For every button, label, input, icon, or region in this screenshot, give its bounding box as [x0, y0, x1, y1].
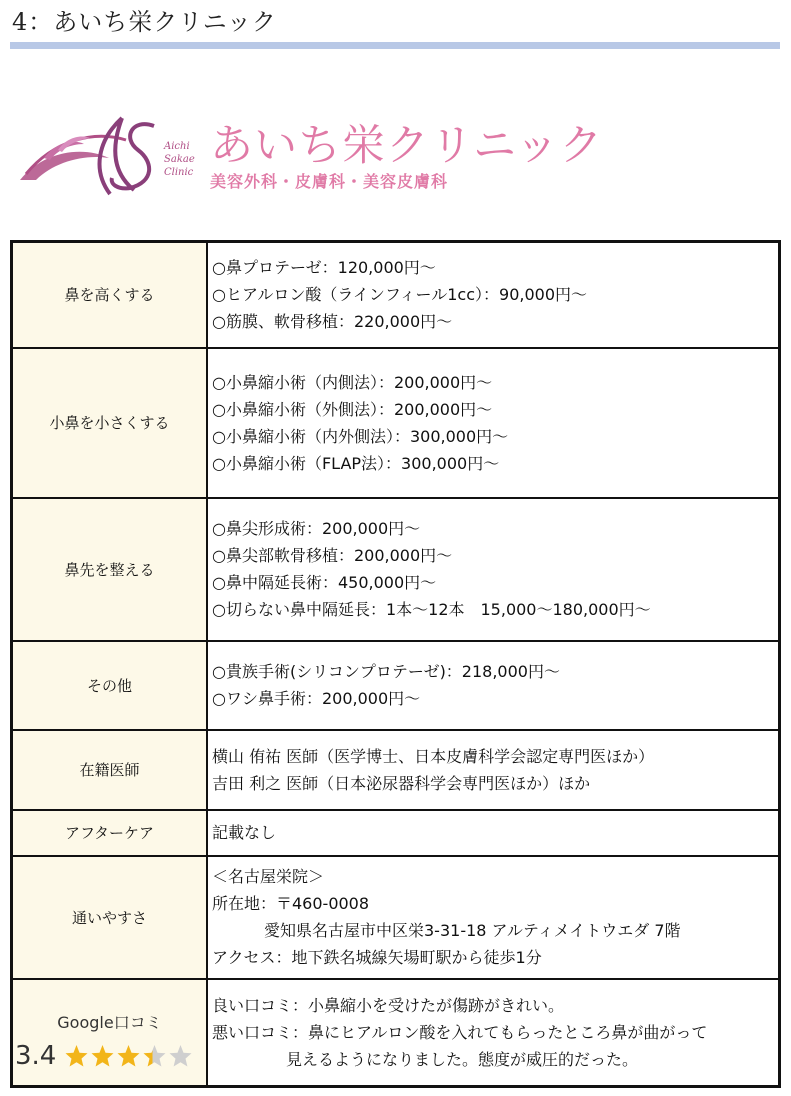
aftercare-text: 記載なし: [212, 823, 277, 842]
branch-name: ＜名古屋栄院＞: [212, 867, 325, 886]
access-info: アクセス：地下鉄名城線矢場町駅から徒歩1分: [212, 948, 542, 967]
google-reviews-label: Google口コミ: [57, 1012, 162, 1032]
rating-value: 3.4: [15, 1040, 57, 1071]
star-icon: [168, 1044, 193, 1068]
table-row: [12, 979, 780, 1087]
row-content: [207, 730, 780, 810]
list-item: ○小鼻縮小術（FLAP法）：300,000円～: [212, 453, 500, 473]
doctor-entry: 吉田 利之 医師（日本泌尿器科学会専門医ほか）ほか: [212, 773, 591, 793]
page-heading: 4：あいち栄クリニック: [12, 8, 277, 36]
row-label: 在籍医師: [12, 730, 208, 810]
row-content: [207, 810, 780, 856]
postal-code: 所在地：〒460-0008: [212, 894, 370, 913]
star-icon: [116, 1044, 141, 1068]
logo-latin-clinic: Clinic: [164, 167, 194, 178]
list-item: ○ヒアルロン酸（ラインフィール1cc）：90,000円～: [212, 285, 587, 305]
doctor-entry: 横山 侑祐 医師（医学博士、日本皮膚科学会認定専門医ほか）: [212, 746, 655, 766]
bad-review: 悪い口コミ：鼻にヒアルロン酸を入れてもらったところ鼻が曲がって: [212, 1022, 708, 1042]
table-row: [12, 810, 780, 856]
star-icon: [142, 1044, 167, 1068]
row-label: 鼻先を整える: [12, 498, 208, 641]
star-icon: [90, 1044, 115, 1068]
star-icon: [64, 1044, 89, 1068]
clinic-info-table: [10, 240, 781, 1088]
list-item: ○筋膜、軟骨移植：220,000円～: [212, 312, 453, 332]
row-label: アフターケア: [12, 810, 208, 856]
row-content: [207, 242, 780, 348]
bad-review-continued: 見えるようになりました。態度が威圧的だった。: [286, 1049, 639, 1069]
logo-latin-text: [164, 140, 195, 179]
list-item: ○ワシ鼻手術：200,000円～: [212, 689, 421, 708]
row-label: 通いやすさ: [12, 856, 208, 979]
list-item: ○小鼻縮小術（外側法）：200,000円～: [212, 399, 493, 419]
row-label: 鼻を高くする: [12, 242, 208, 348]
rating-stars: [64, 1044, 193, 1068]
logo-latin-aichi: Aichi: [164, 141, 190, 152]
logo-latin-sakae: Sakae: [164, 154, 195, 165]
list-item: ○鼻プロテーゼ：120,000円～: [212, 258, 436, 278]
row-label: その他: [12, 641, 208, 730]
table-row: [12, 856, 780, 979]
google-reviews-cell: [12, 979, 208, 1087]
table-row: [12, 498, 780, 641]
address: 愛知県名古屋市中区栄3-31-18 アルティメイトウエダ 7階: [264, 921, 681, 940]
google-rating: [13, 1041, 206, 1071]
row-content: [207, 856, 780, 979]
table-row: [12, 242, 780, 348]
row-label: 小鼻を小さくする: [12, 348, 208, 498]
table-row: [12, 348, 780, 498]
list-item: ○小鼻縮小術（内外側法）：300,000円～: [212, 426, 509, 446]
row-content: [207, 348, 780, 498]
row-content: [207, 979, 780, 1087]
table-row: [12, 641, 780, 730]
row-content: [207, 641, 780, 730]
good-review: 良い口コミ：小鼻縮小を受けたが傷跡がきれい。: [212, 995, 565, 1015]
list-item: ○小鼻縮小術（内側法）：200,000円～: [212, 372, 493, 392]
row-content: [207, 498, 780, 641]
logo-clinic-name: あいち栄クリニック: [210, 121, 604, 171]
list-item: ○貴族手術(シリコンプロテーゼ)：218,000円～: [212, 662, 560, 681]
heading-underline: [10, 42, 780, 49]
list-item: ○鼻尖部軟骨移植：200,000円～: [212, 546, 453, 565]
clinic-logo: [14, 110, 674, 202]
list-item: ○鼻尖形成術：200,000円～: [212, 519, 421, 538]
table-row: [12, 730, 780, 810]
list-item: ○切らない鼻中隔延長：1本～12本 15,000～180,000円～: [212, 600, 651, 619]
logo-subtitle: 美容外科・皮膚科・美容皮膚科: [210, 172, 449, 191]
list-item: ○鼻中隔延長術：450,000円～: [212, 573, 437, 592]
